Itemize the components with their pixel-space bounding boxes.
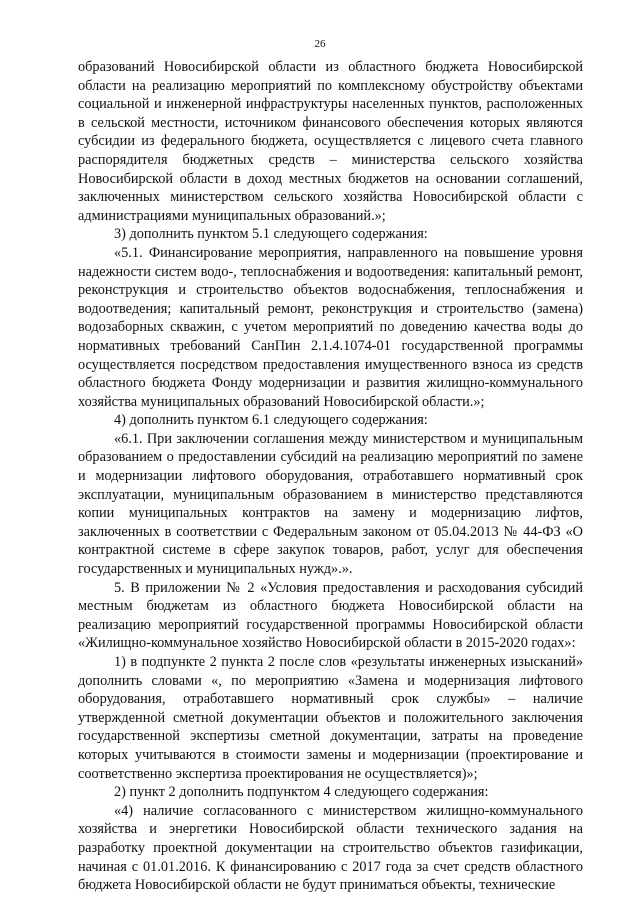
paragraph-section-5: 5. В приложении № 2 «Условия предоставления и расходования субсидий местным бюджетам из областного бюджета Новосибирской области на реализацию мероприятий государственной программы Новосибирской области «Жилищно-коммунальное хозяйство Новосибирской области в 2015-2020 годах»:: [78, 579, 583, 652]
paragraph-continuation: образований Новосибирской области из областного бюджета Новосибирской области на реализацию мероприятий по комплексному обустройству объектами социальной и инженерной инфраструктуры населенных пунктов, расположенных в сельской местности, источником финансового обеспечения которых являются субсидии из федерального бюджета, осуществляется с лицевого счета главного распорядителя бюджетных средств – министерства сельского хозяйства Новосибирской области в доход местных бюджетов на основании соглашений, заключенных министерством сельского хозяйства Новосибирской области с администрациями муниципальных образований.»;: [78, 59, 583, 224]
paragraph-subitem-2: 2) пункт 2 дополнить подпунктом 4 следующего содержания:: [114, 784, 489, 801]
document-body: [78, 58, 583, 895]
page-number: 26: [314, 38, 326, 50]
paragraph-clause-5-1: «5.1. Финансирование мероприятия, направленного на повышение уровня надежности систем водо-, теплоснабжения и водоотведения: капитальный ремонт, реконструкция и строительство объектов водоснабжения, теплоснабжения и водоотведения; капитальный ремонт, реконструкция и строительство (замена) водозаборных скважин, с учетом мероприятий по доведению качества воды до нормативных требований СанПин 2.1.4.1074-01 государственной программы осуществляется посредством предоставления имущественного взноса из средств областного бюджета Фонду модернизации и развития жилищно-коммунального хозяйства муниципальных образований Новосибирской области.»;: [78, 244, 583, 410]
paragraph-clause-6-1: «6.1. При заключении соглашения между министерством и муниципальным образованием о предоставлении субсидий на реализацию мероприятий по замене и модернизации лифтового оборудования, отработавшего нормативный срок эксплуатации, муниципальным образованием в министерство представляются копии муниципальных контрактов на замену и модернизацию лифтов, заключенных в соответствии с Федеральным законом от 05.04.2013 № 44-ФЗ «О контрактной системе в сфере закупок товаров, работ, услуг для обеспечения государственных и муниципальных нужд».».: [78, 430, 583, 578]
paragraph-subitem-4-text: «4) наличие согласованного с министерством жилищно-коммунального хозяйства и энергетики Новосибирской области технического задания на разработку проектной документации на строительство объектов газификации, начиная с 01.01.2016. К финансированию с 2017 года за счет средств областного бюджета Новосибирской области не будут приниматься объекты, технические: [78, 802, 583, 894]
paragraph-item-3: 3) дополнить пунктом 5.1 следующего содержания:: [114, 226, 428, 243]
paragraph-item-4: 4) дополнить пунктом 6.1 следующего содержания:: [114, 412, 428, 429]
paragraph-subitem-1: 1) в подпункте 2 пункта 2 после слов «результаты инженерных изысканий» дополнить словами «, по мероприятию «Замена и модернизация лифтового оборудования, отработавшего нормативный срок службы» – наличие утвержденной сметной документации объектов и положительного заключения государственной экспертизы сметной документации, затраты на проведение которых учитываются в стоимости замены и модернизации (проектирование и соответственно экспертиза проектирования не осуществляется)»;: [78, 654, 583, 782]
